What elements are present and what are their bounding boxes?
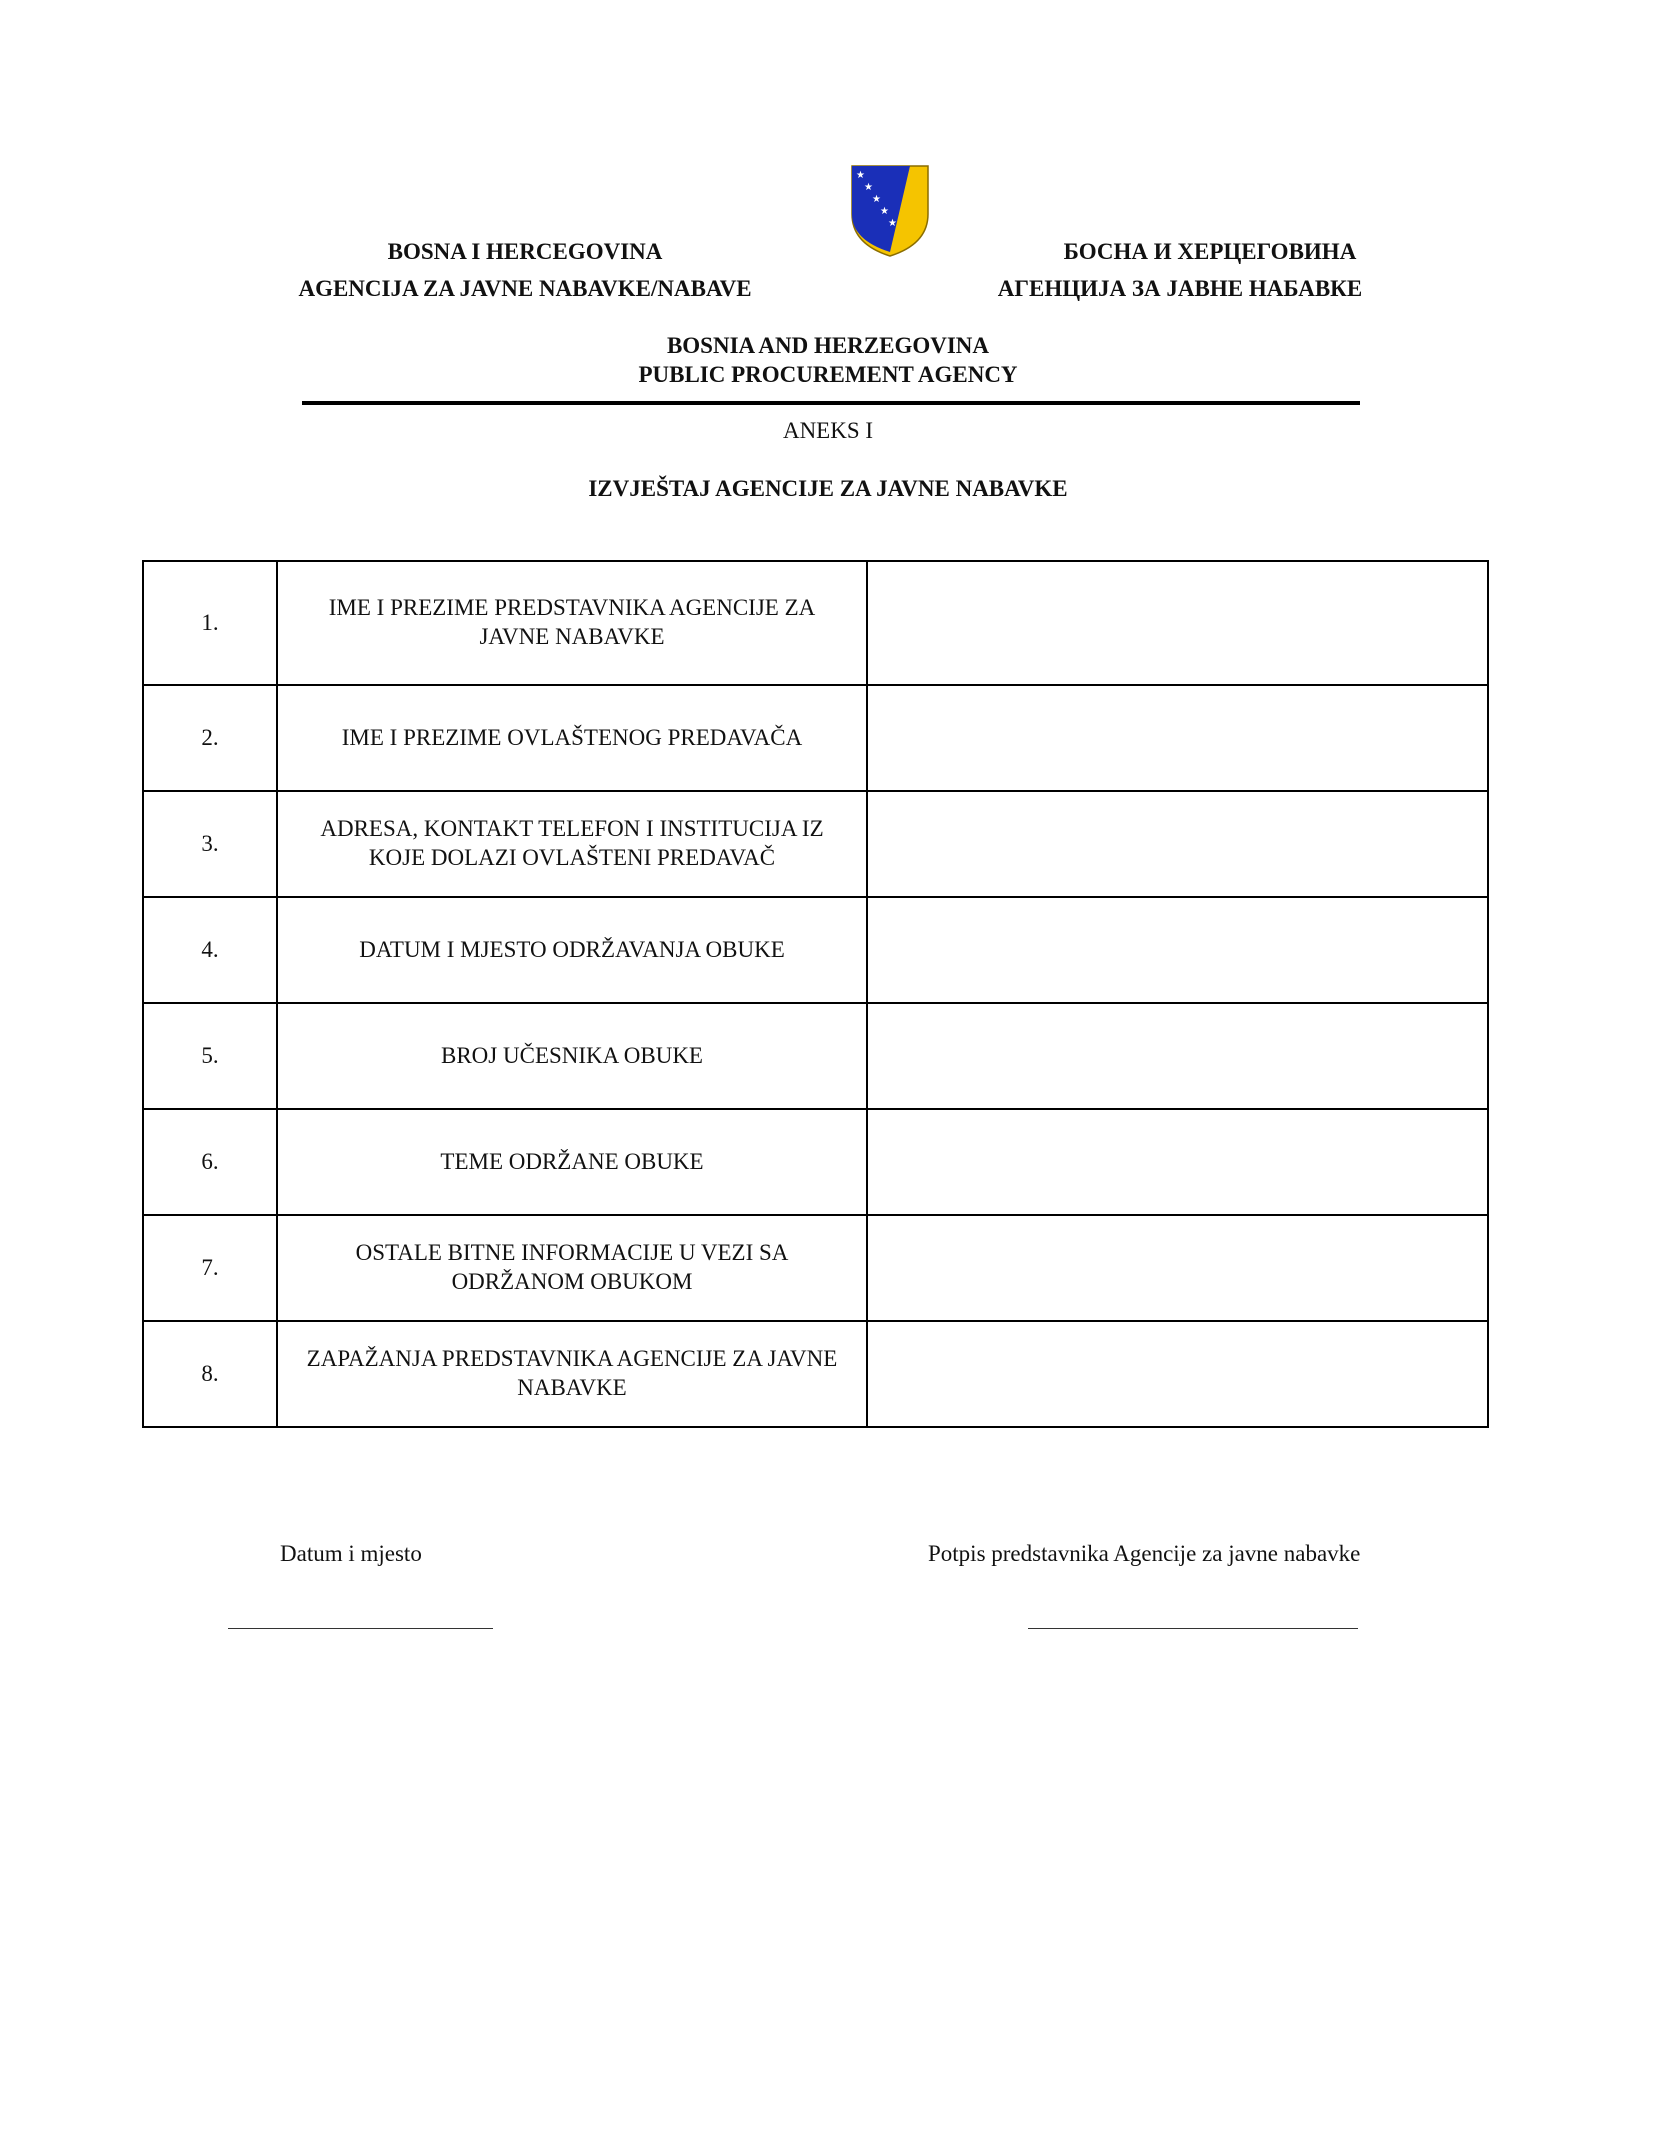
header-center-line2: PUBLIC PROCUREMENT AGENCY: [638, 362, 1018, 387]
svg-text:★: ★: [872, 194, 881, 205]
signature-label: Potpis predstavnika Agencije za javne nabavke: [928, 1541, 1361, 1566]
header-right-line1: БОСНА И ХЕРЦЕГОВИНА: [1063, 239, 1357, 264]
date-place-line[interactable]: [228, 1628, 493, 1629]
header-left-line2: AGENCIJA ZA JAVNE NABAVKE/NABAVE: [298, 276, 752, 301]
date-place-label: Datum i mjesto: [280, 1541, 422, 1566]
row-number: 1.: [143, 561, 277, 685]
header-right-line2: АГЕНЦИЈА ЗА ЈАВНЕ НАБАВКЕ: [997, 276, 1363, 301]
report-form-table: [142, 560, 1489, 1428]
header-divider: [302, 401, 1360, 405]
row-value-field[interactable]: [867, 1003, 1488, 1109]
row-value-field[interactable]: [867, 791, 1488, 897]
row-value-field[interactable]: [867, 897, 1488, 1003]
row-number: 5.: [143, 1003, 277, 1109]
row-value-field[interactable]: [867, 561, 1488, 685]
row-label: IME I PREZIME PREDSTAVNIKA AGENCIJE ZA JAVNE NABAVKE: [277, 561, 867, 685]
row-number: 3.: [143, 791, 277, 897]
svg-text:★: ★: [880, 206, 889, 217]
row-number: 4.: [143, 897, 277, 1003]
row-label: OSTALE BITNE INFORMACIJE U VEZI SA ODRŽANOM OBUKOM: [277, 1215, 867, 1321]
row-value-field[interactable]: [867, 685, 1488, 791]
row-label: BROJ UČESNIKA OBUKE: [277, 1003, 867, 1109]
row-label: ADRESA, KONTAKT TELEFON I INSTITUCIJA IZ KOJE DOLAZI OVLAŠTENI PREDAVAČ: [277, 791, 867, 897]
row-number: 2.: [143, 685, 277, 791]
table-row: [143, 685, 1488, 791]
svg-text:★: ★: [888, 218, 897, 229]
bih-coat-of-arms-icon: [850, 164, 930, 258]
row-label: DATUM I MJESTO ODRŽAVANJA OBUKE: [277, 897, 867, 1003]
row-label: ZAPAŽANJA PREDSTAVNIKA AGENCIJE ZA JAVNE NABAVKE: [277, 1321, 867, 1427]
table-row: [143, 791, 1488, 897]
svg-text:★: ★: [864, 182, 873, 193]
row-number: 7.: [143, 1215, 277, 1321]
header-center-line1: BOSNIA AND HERZEGOVINA: [666, 333, 990, 358]
signature-line[interactable]: [1028, 1628, 1358, 1629]
row-number: 6.: [143, 1109, 277, 1215]
row-label: IME I PREZIME OVLAŠTENOG PREDAVAČA: [277, 685, 867, 791]
report-title: IZVJEŠTAJ AGENCIJE ZA JAVNE NABAVKE: [588, 476, 1068, 501]
row-value-field[interactable]: [867, 1321, 1488, 1427]
row-number: 8.: [143, 1321, 277, 1427]
header-left-line1: BOSNA I HERCEGOVINA: [387, 239, 663, 264]
row-value-field[interactable]: [867, 1109, 1488, 1215]
table-row: [143, 1003, 1488, 1109]
table-row: [143, 1109, 1488, 1215]
table-row: [143, 1215, 1488, 1321]
table-row: [143, 561, 1488, 685]
row-label: TEME ODRŽANE OBUKE: [277, 1109, 867, 1215]
table-row: [143, 1321, 1488, 1427]
annex-label: ANEKS I: [782, 418, 874, 443]
svg-text:★: ★: [856, 170, 865, 181]
table-row: [143, 897, 1488, 1003]
row-value-field[interactable]: [867, 1215, 1488, 1321]
